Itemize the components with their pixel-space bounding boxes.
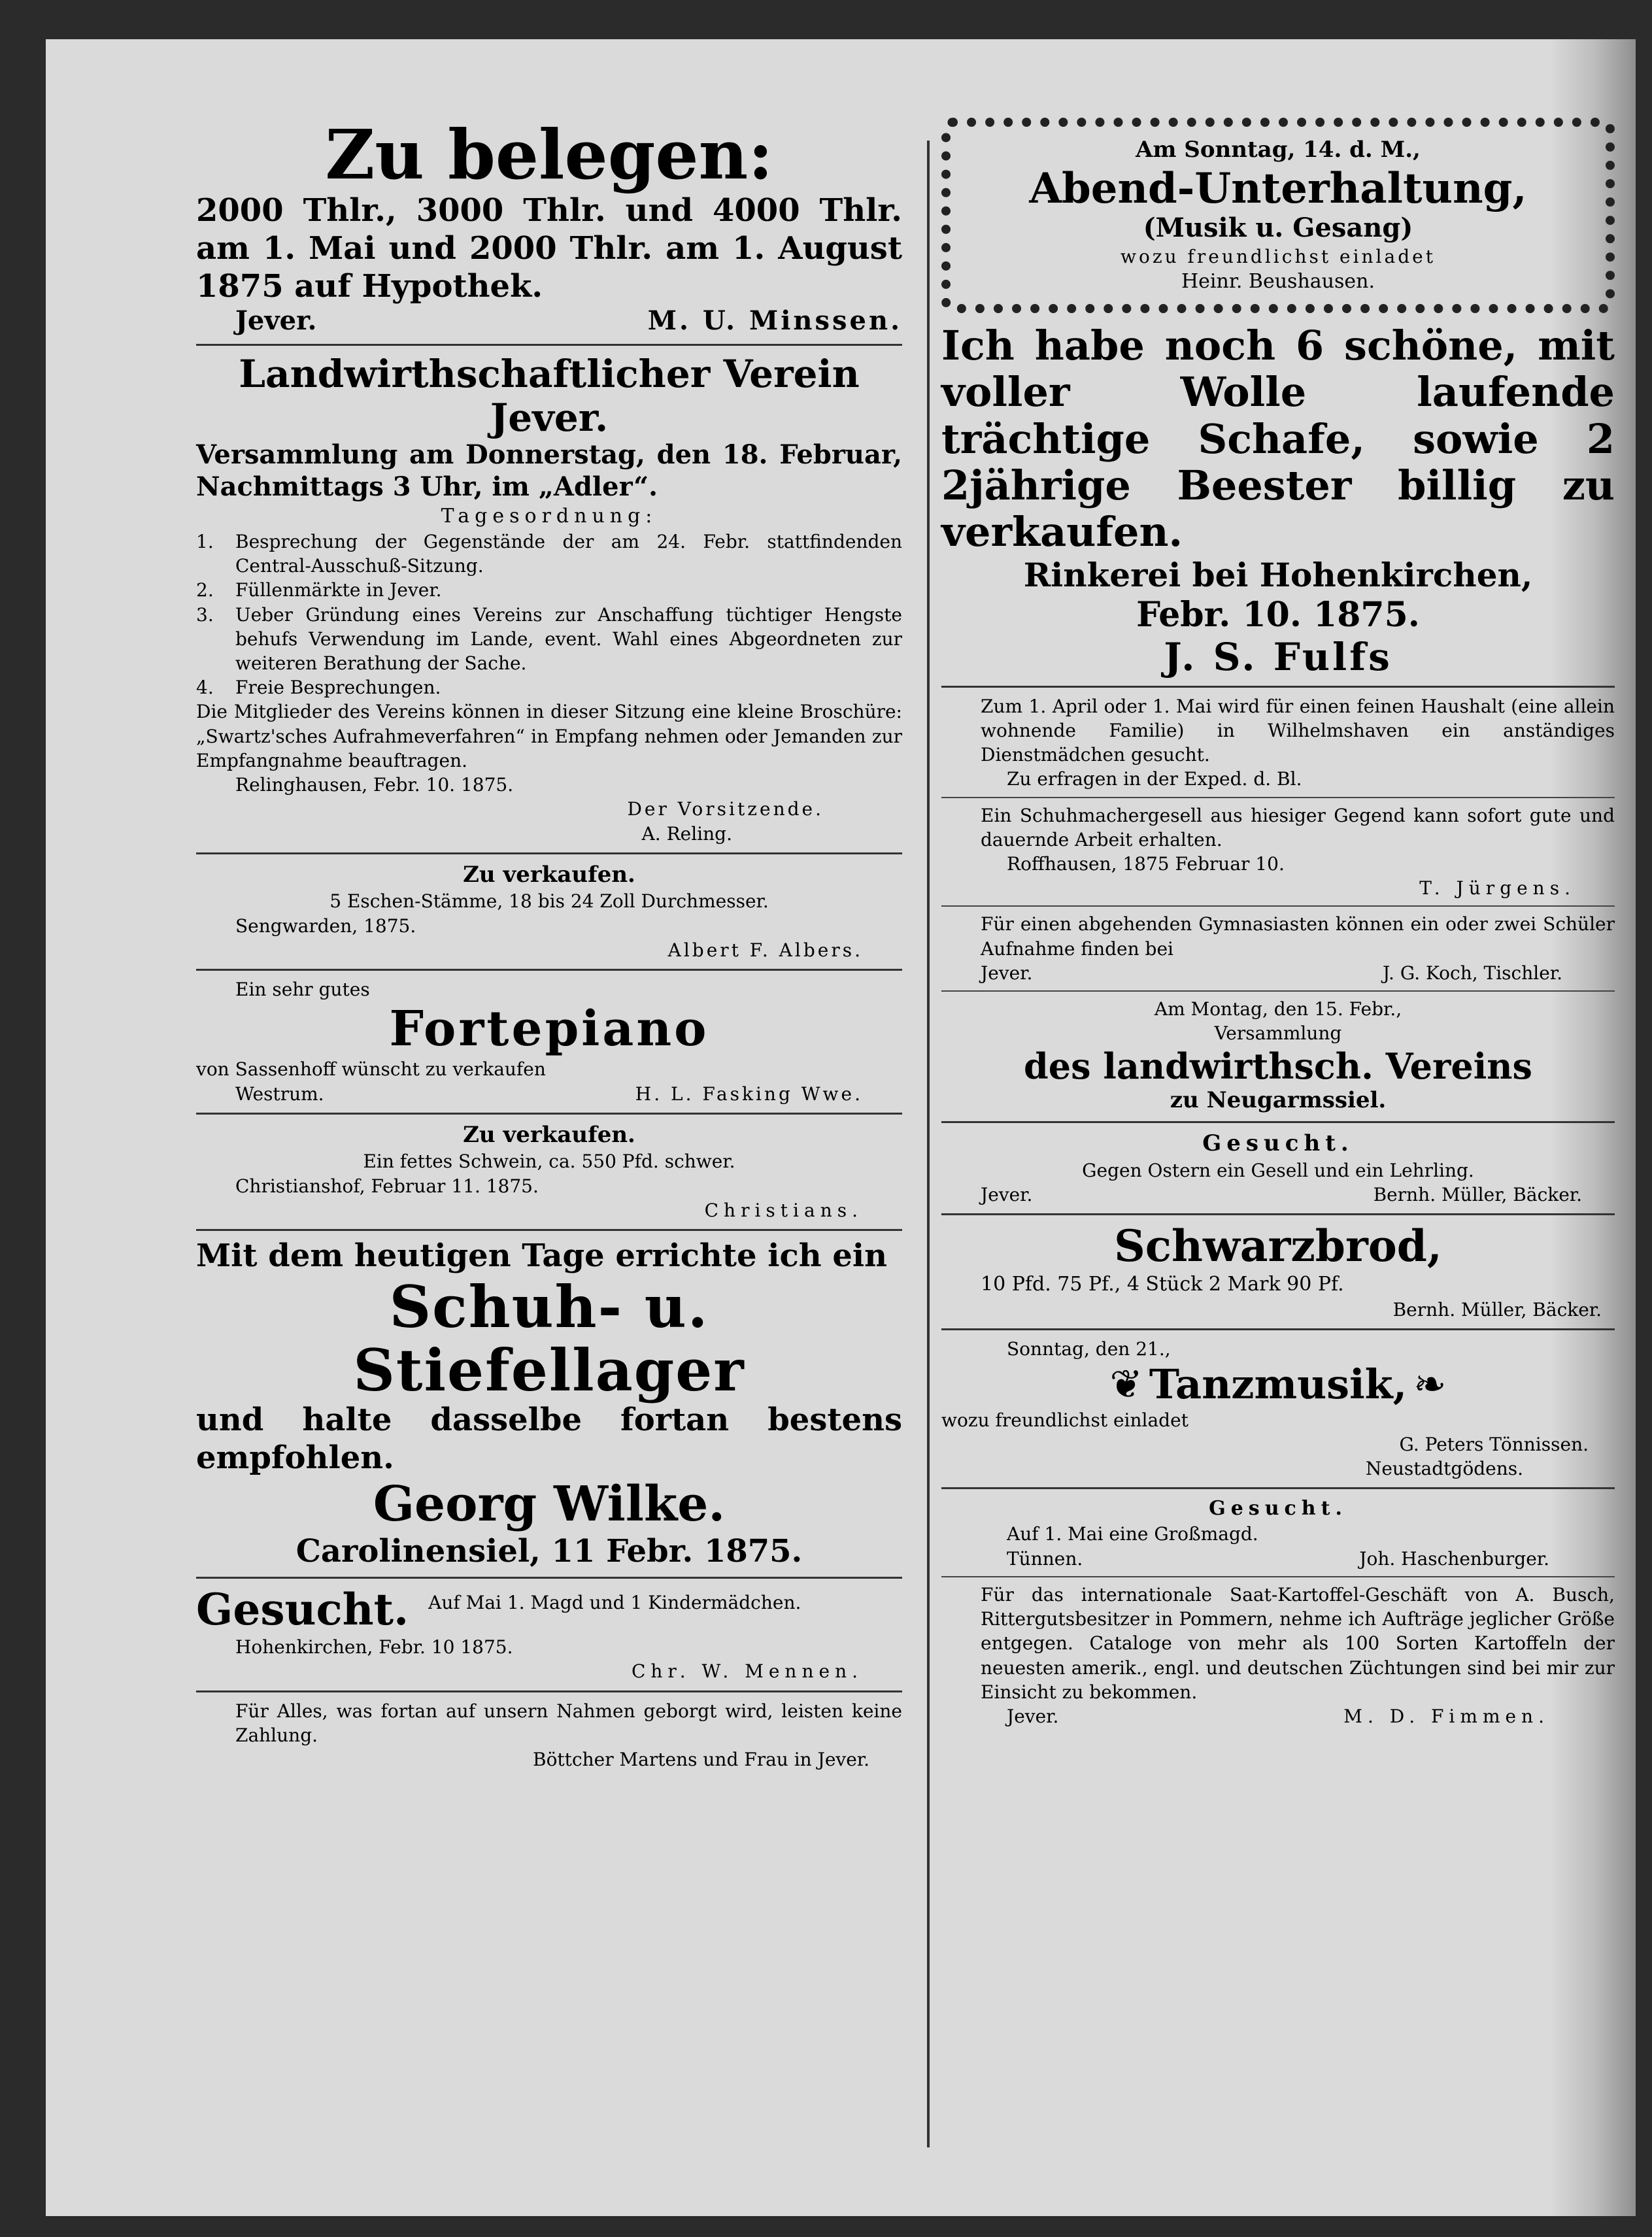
- ad-subtitle: Jever.: [490, 395, 609, 440]
- ad-place: Jever.: [235, 305, 317, 337]
- ad-signer: Chr. W. Mennen.: [631, 1660, 863, 1683]
- divider: [941, 686, 1615, 688]
- ad-place: Jever.: [981, 962, 1033, 984]
- divider: [196, 344, 902, 346]
- ad-meeting: Versammlung am Donnerstag, den 18. Februar, Nachmittags 3 Uhr, im „Adler“.: [196, 439, 902, 503]
- ad-zu-verkaufen-schwein: [196, 1121, 902, 1222]
- divider: [196, 1690, 902, 1692]
- ad-intro: Mit dem heutigen Tage errichte ich ein: [196, 1237, 887, 1275]
- ad-title: Gesucht.: [196, 1584, 409, 1636]
- ad-place-date: Christianshof, Februar 11. 1875.: [235, 1175, 539, 1197]
- ad-title: Abend-Unterhaltung,: [1029, 163, 1527, 213]
- ad-line: Versammlung: [1214, 1022, 1342, 1045]
- divider: [941, 905, 1615, 907]
- divider: [196, 852, 902, 854]
- ad-body: Auf Mai 1. Magd und 1 Kindermädchen.: [428, 1592, 801, 1614]
- column-divider: [927, 141, 930, 2147]
- flourish-right-icon: ❧: [1413, 1362, 1447, 1408]
- ad-title: Schuh- u. Stiefellager: [353, 1272, 745, 1404]
- ad-line: Am Sonntag, 14. d. M.,: [1136, 137, 1421, 163]
- ad-title: Gesucht.: [1209, 1497, 1347, 1521]
- divider: [941, 1213, 1615, 1215]
- ad-schuhmachergesell: [941, 803, 1615, 901]
- ad-signer: T. Jürgens.: [1419, 877, 1576, 900]
- divider: [196, 1577, 902, 1579]
- ad-body: Für einen abgehenden Gymnasiasten können ein oder zwei Schüler Aufnahme finden bei: [981, 913, 1615, 960]
- ad-tanzmusik: [941, 1337, 1615, 1481]
- ad-signer: Bernh. Müller, Bäcker.: [1373, 1184, 1582, 1205]
- ad-body: 5 Eschen-Stämme, 18 bis 24 Zoll Durchmesser.: [329, 890, 769, 913]
- ad-zu-verkaufen-eschen: [196, 861, 902, 962]
- ad-line: Sonntag, den 21.,: [1007, 1338, 1171, 1360]
- ad-place-date: Roffhausen, 1875 Februar 10.: [1007, 853, 1285, 875]
- ad-title: Zu verkaufen.: [463, 861, 635, 888]
- ad-title: Schwarzbrod,: [1114, 1220, 1442, 1272]
- ad-signer: Christians.: [704, 1199, 863, 1221]
- ad-place: Neustadtgödens.: [1365, 1458, 1523, 1480]
- divider: [941, 1576, 1615, 1577]
- ad-body: Für Alles, was fortan auf unsern Nahmen geborgt wird, leisten keine Zahlung.: [235, 1700, 902, 1746]
- ad-invite: wozu freundlichst einladet: [1121, 245, 1436, 267]
- ad-signer: A. Reling.: [641, 822, 732, 845]
- agenda-item: 2. Füllenmärkte in Jever.: [196, 579, 442, 601]
- ad-title: Zu belegen:: [325, 114, 773, 195]
- ad-place-date: Sengwarden, 1875.: [235, 915, 416, 937]
- ad-place: Westrum.: [235, 1083, 324, 1105]
- ad-signer: J. G. Koch, Tischler.: [1382, 962, 1562, 984]
- divider: [196, 1113, 902, 1115]
- ad-schafe: [941, 322, 1615, 679]
- ad-note: Zu erfragen in der Exped. d. Bl.: [1007, 768, 1302, 790]
- ad-signer: J. S. Fulfs: [1164, 634, 1392, 679]
- divider: [941, 990, 1615, 992]
- ad-body: und halte dasselbe fortan bestens empfohlen.: [196, 1402, 902, 1476]
- ad-signer: Heinr. Beushausen.: [1181, 270, 1375, 294]
- agenda-item: 3. Ueber Gründung eines Vereins zur Anschaffung tüchtiger Hengste behufs Verwendung im Lande, event. Wahl eines Abgeordneten zur weiteren Berathung der Sache.: [196, 603, 902, 674]
- ad-body: 2000 Thlr., 3000 Thlr. und 4000 Thlr. am 1. Mai und 2000 Thlr. am 1. August 1875 auf Hypothek.: [196, 192, 902, 305]
- ad-line: Am Montag, den 15. Febr.,: [1154, 998, 1402, 1020]
- ad-notice-martens: [196, 1699, 902, 1772]
- ad-signer: M. D. Fimmen.: [1343, 1706, 1549, 1728]
- ad-subtitle: (Musik u. Gesang): [1143, 212, 1413, 244]
- ad-body: Auf 1. Mai eine Großmagd.: [1007, 1523, 1258, 1545]
- ad-role: Der Vorsitzende.: [627, 798, 824, 820]
- ad-body: Ein fettes Schwein, ca. 550 Pfd. schwer.: [363, 1151, 735, 1173]
- ad-schwarzbrod: [941, 1222, 1615, 1322]
- ad-place-date: Hohenkirchen, Febr. 10 1875.: [235, 1636, 513, 1658]
- divider: [196, 1229, 902, 1231]
- ad-place-date: Carolinensiel, 11 Febr. 1875.: [295, 1532, 803, 1570]
- ad-signer: G. Peters Tönnissen.: [1399, 1434, 1589, 1456]
- ad-abend-unterhaltung: [941, 118, 1615, 313]
- ad-body: Gegen Ostern ein Gesell und ein Lehrling.: [1082, 1159, 1474, 1181]
- ad-body: Ich habe noch 6 schöne, mit voller Wolle laufende trächtige Schafe, sowie 2 2jährige Beester billig zu verkaufen.: [941, 322, 1615, 556]
- ad-fortepiano: [196, 977, 902, 1106]
- ad-body: Ein Schuhmachergesell aus hiesiger Gegend kann sofort gute und dauernde Arbeit erhalten.: [981, 804, 1615, 850]
- ad-subtitle: zu Neugarmssiel.: [1170, 1086, 1387, 1113]
- ad-title: Tanzmusik,: [1149, 1360, 1408, 1409]
- divider: [941, 1328, 1615, 1330]
- ad-gymnasiast: [941, 912, 1615, 985]
- ad-title: Fortepiano: [389, 1001, 709, 1058]
- divider: [941, 1121, 1615, 1123]
- flourish-left-icon: ❦: [1109, 1362, 1143, 1408]
- ad-gesucht-lehrling: [941, 1130, 1615, 1207]
- agenda-item: 1. Besprechung der Gegenstände der am 24. Febr. stattfindenden Central-Ausschuß-Sitzung.: [196, 530, 902, 577]
- ad-signer: Böttcher Martens und Frau in Jever.: [533, 1749, 869, 1770]
- ad-title: Landwirthschaftlicher Verein: [239, 351, 860, 396]
- ad-saat-kartoffel: [941, 1583, 1615, 1728]
- divider: [196, 969, 902, 971]
- ad-zu-belegen: [196, 114, 902, 337]
- divider: [941, 797, 1615, 798]
- ad-verein-neugarmssiel: [941, 997, 1615, 1115]
- ad-signer: Joh. Haschenburger.: [1359, 1547, 1549, 1570]
- ad-schuh-stiefellager: [196, 1237, 902, 1570]
- ad-signer: H. L. Fasking Wwe.: [635, 1083, 863, 1105]
- ad-body: Für das internationale Saat-Kartoffel-Geschäft von A. Busch, Rittergutsbesitzer in Pommern, nehme ich Aufträge jeglicher Größe entgegen. Cataloge von mehr als 100 Sorten Kartoffeln der neuesten amerik., engl. und deutschen Züchtungen sind bei mir zur Einsicht zu bekommen.: [981, 1583, 1615, 1703]
- ad-date: Febr. 10. 1875.: [1136, 594, 1420, 635]
- ad-place: Rinkerei bei Hohenkirchen,: [1023, 555, 1533, 594]
- left-column: [196, 114, 902, 1772]
- ad-gesucht-magd: [196, 1585, 902, 1683]
- ad-invite: wozu freundlichst einladet: [941, 1409, 1188, 1431]
- ad-place: Jever.: [1007, 1706, 1059, 1728]
- divider: [941, 1487, 1615, 1489]
- ad-title: Zu verkaufen.: [463, 1121, 635, 1148]
- right-column: [941, 118, 1615, 1728]
- ad-landwirthschaftlicher-verein: [196, 352, 902, 846]
- ad-signer: M. U. Minssen.: [647, 305, 902, 337]
- ad-place: Tünnen.: [1007, 1547, 1083, 1570]
- agenda-heading: Tagesordnung:: [441, 504, 658, 528]
- ad-gesucht-grossmagd: [941, 1496, 1615, 1570]
- agenda-item: 4. Freie Besprechungen.: [196, 677, 441, 699]
- ad-title: des landwirthsch. Vereins: [1024, 1045, 1532, 1087]
- ad-place-date: Relinghausen, Febr. 10. 1875.: [235, 774, 514, 796]
- ad-note: Die Mitglieder des Vereins können in dieser Sitzung eine kleine Broschüre: „Swartz'sches Aufrahmeverfahren“ in Empfang nehmen oder Jemanden zur Empfangnahme beauftragen.: [196, 701, 902, 771]
- ad-place: Jever.: [981, 1184, 1033, 1205]
- ad-signer: Bernh. Müller, Bäcker.: [1392, 1299, 1602, 1321]
- ad-body: Zum 1. April oder 1. Mai wird für einen feinen Haushalt (eine allein wohnende Familie) in Wilhelmshaven ein anständiges Dienstmädchen gesucht.: [981, 695, 1615, 766]
- ad-title: Gesucht.: [1202, 1130, 1354, 1157]
- ad-body: 10 Pfd. 75 Pf., 4 Stück 2 Mark 90 Pf.: [981, 1273, 1344, 1296]
- ad-intro: Ein sehr gutes: [235, 979, 370, 1001]
- ad-dienstmaedchen: [941, 694, 1615, 792]
- ad-signer: Albert F. Albers.: [667, 939, 863, 961]
- ad-body: von Sassenhoff wünscht zu verkaufen: [196, 1058, 546, 1081]
- ad-name: Georg Wilke.: [373, 1476, 726, 1533]
